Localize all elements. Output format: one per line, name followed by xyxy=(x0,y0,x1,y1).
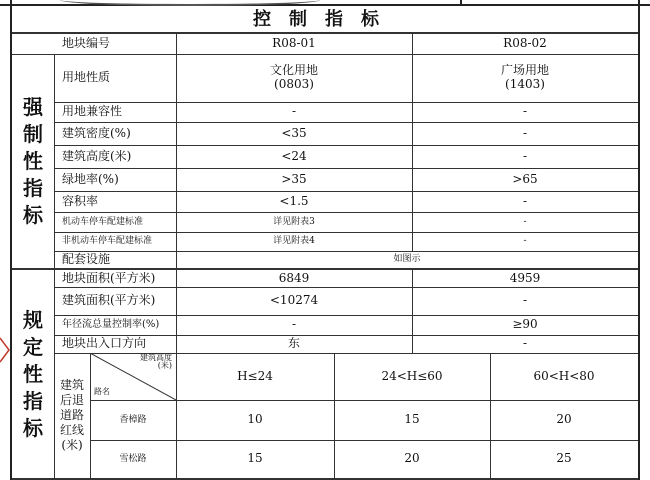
setback-value: 15 xyxy=(247,451,263,466)
green-ratio-a: >35 xyxy=(281,171,307,186)
runoff-label: 年径流总量控制率(%) xyxy=(62,319,160,331)
density-label: 建筑密度(%) xyxy=(62,125,131,140)
floor-area-b: - xyxy=(522,293,528,308)
far-a: <1.5 xyxy=(279,193,309,208)
green-ratio-b: >65 xyxy=(512,171,538,186)
land-use-label: 用地性质 xyxy=(62,70,111,85)
vehicle-parking-b: - xyxy=(523,216,527,227)
setback-col-mid: 24<H≤60 xyxy=(381,368,443,383)
group-char: 标 xyxy=(23,415,43,440)
height-header-line: (米) xyxy=(157,361,172,371)
vehicle-parking-label: 机动车停车配建标准 xyxy=(62,216,144,227)
runoff-a: - xyxy=(291,317,297,332)
red-drawing-mark xyxy=(0,330,10,370)
table-title: 控制指标 xyxy=(253,8,397,30)
group-char: 指 xyxy=(23,175,43,200)
facilities-value: 如图示 xyxy=(393,254,421,265)
land-use-b-name: 广场用地 xyxy=(500,63,549,78)
setback-col-high: 60<H<80 xyxy=(533,368,595,383)
setback-label-line: 建筑 xyxy=(59,378,84,392)
group-char: 强 xyxy=(23,94,43,119)
compatibility-a: - xyxy=(291,104,297,119)
land-use-a-name: 文化用地 xyxy=(269,63,318,78)
road-xuesong: 雪松路 xyxy=(119,453,147,464)
setback-value: 20 xyxy=(404,451,420,466)
bike-parking-label: 非机动车停车配建标准 xyxy=(62,236,153,247)
group-char: 指 xyxy=(23,388,43,413)
setback-col-low: H≤24 xyxy=(237,368,273,383)
plot-area-label: 地块面积(平方米) xyxy=(62,270,156,285)
entrance-direction-a: 东 xyxy=(287,336,300,351)
floor-area-a: <10274 xyxy=(269,293,319,308)
height-header-line: 建筑高度 xyxy=(140,353,172,362)
group-char: 性 xyxy=(23,361,43,386)
setback-diagonal-header xyxy=(90,353,176,400)
setback-label-line: (米) xyxy=(61,438,83,452)
road-name-header: 路名 xyxy=(94,387,110,396)
density-b: - xyxy=(522,125,528,140)
compatibility-b: - xyxy=(522,104,528,119)
mandatory-indicators-label xyxy=(12,54,54,268)
runoff-b: ≥90 xyxy=(512,317,538,332)
guidance-indicators-label xyxy=(12,270,54,478)
land-use-b-code: (1403) xyxy=(505,77,545,91)
facilities-label: 配套设施 xyxy=(62,251,111,266)
setback-value: 15 xyxy=(404,412,420,427)
setback-label-line: 后退 xyxy=(59,393,84,407)
far-label: 容积率 xyxy=(62,193,99,208)
plot-area-a: 6849 xyxy=(278,270,310,285)
vehicle-parking-a: 详见附表3 xyxy=(273,216,315,227)
road-xiangzhang: 香樟路 xyxy=(119,414,147,425)
bike-parking-a: 详见附表4 xyxy=(273,236,315,247)
density-a: <35 xyxy=(281,125,307,140)
group-char: 规 xyxy=(23,307,43,332)
group-char: 定 xyxy=(23,334,43,359)
compatibility-label: 用地兼容性 xyxy=(62,104,123,119)
setback-label xyxy=(54,353,90,478)
green-ratio-label: 绿地率(%) xyxy=(62,171,119,186)
control-indicator-table xyxy=(10,6,640,480)
group-char: 标 xyxy=(23,202,43,227)
setback-label-line: 红线 xyxy=(59,423,84,437)
height-b: - xyxy=(522,148,528,163)
plot-a-number: R08-01 xyxy=(272,36,316,51)
height-label: 建筑高度(米) xyxy=(62,148,132,163)
group-char: 性 xyxy=(23,148,43,173)
plot-number-label: 地块编号 xyxy=(62,36,111,51)
entrance-direction-b: - xyxy=(522,336,528,351)
setback-value: 20 xyxy=(556,412,572,427)
height-a: <24 xyxy=(281,148,307,163)
height-header xyxy=(140,354,172,371)
column-divider xyxy=(412,270,413,287)
group-char: 制 xyxy=(23,121,43,146)
land-use-a-code: (0803) xyxy=(274,77,314,91)
plot-b-number: R08-02 xyxy=(503,36,547,51)
land-use-a xyxy=(176,54,412,102)
entrance-direction-label: 地块出入口方向 xyxy=(62,336,147,351)
setback-value: 25 xyxy=(556,451,572,466)
plot-area-b: 4959 xyxy=(509,270,541,285)
land-use-b xyxy=(412,54,638,102)
floor-area-label: 建筑面积(平方米) xyxy=(62,293,156,308)
setback-value: 10 xyxy=(247,412,263,427)
setback-label-line: 道路 xyxy=(59,408,84,422)
bike-parking-b: - xyxy=(523,236,527,247)
far-b: - xyxy=(522,193,528,208)
